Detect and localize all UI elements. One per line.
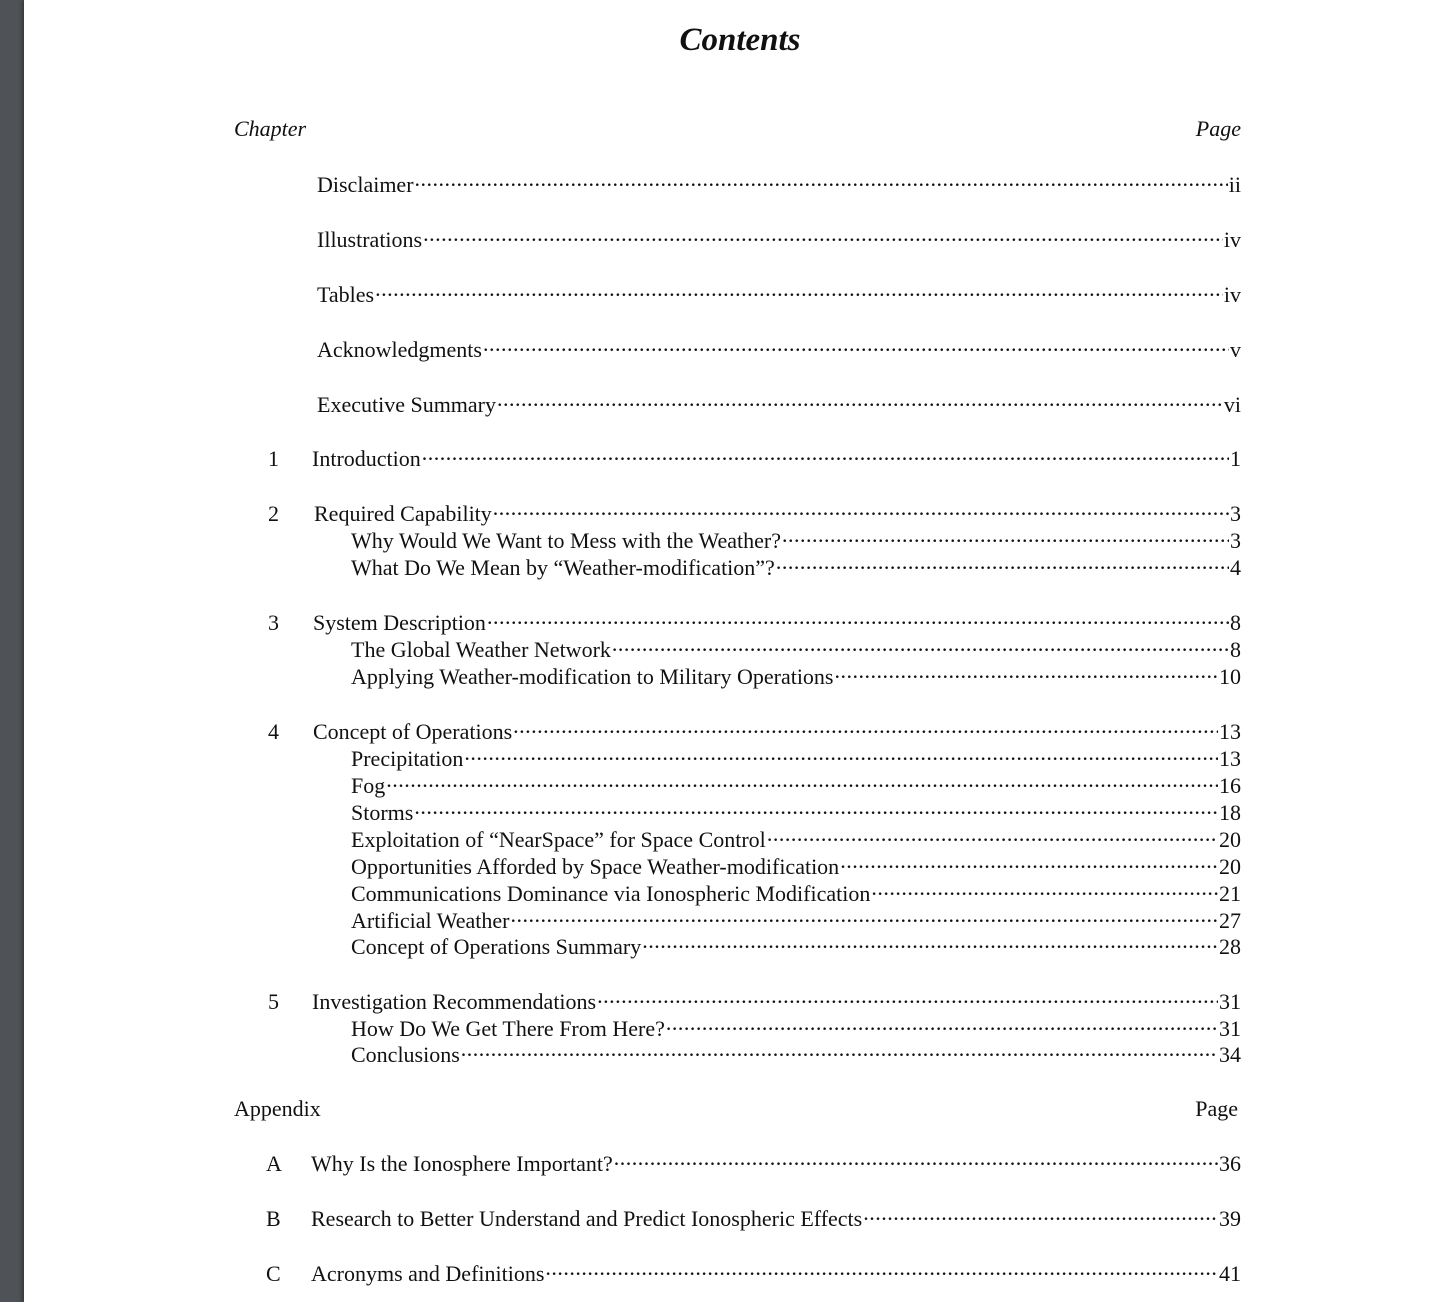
toc-entry-disclaimer[interactable] [317,171,1241,198]
chapter-number: 2 [268,501,279,526]
toc-entry-label: Fog [351,773,386,798]
toc-entry-page: 31 [1219,989,1241,1014]
toc-entry-page: iv [1223,227,1241,252]
dot-leader [386,773,1218,793]
toc-entry-label: Executive Summary [317,392,497,417]
dot-leader [483,337,1229,357]
toc-entry-page: 28 [1219,934,1241,959]
dot-leader [840,854,1218,874]
toc-entry-page: 8 [1230,610,1241,635]
toc-entry-page: 8 [1230,637,1241,662]
dot-leader [642,934,1218,954]
toc-entry-page: 21 [1219,881,1241,906]
toc-entry-label: Concept of Operations Summary [351,934,642,959]
appendix-letter: A [266,1151,282,1176]
toc-entry-page: 39 [1219,1206,1241,1231]
appendix-letter: B [266,1206,281,1231]
toc-section[interactable] [351,880,1241,907]
dot-leader [414,800,1218,820]
toc-section[interactable] [351,933,1241,960]
chapter-column-label: Chapter [234,116,307,141]
toc-entry-label: The Global Weather Network [351,637,611,662]
toc-entry-label: Concept of Operations [313,719,513,744]
dot-leader [497,392,1223,412]
appendix-letter: C [266,1261,281,1286]
toc-section[interactable] [351,527,1241,554]
toc-section[interactable] [351,1015,1241,1042]
toc-chapter-1[interactable] [268,445,1241,472]
toc-section[interactable] [351,772,1241,799]
toc-entry-page: v [1230,337,1241,362]
toc-entry-label: Acknowledgments [317,337,482,362]
toc-entry-page: 4 [1230,555,1241,580]
toc-entry-label: Required Capability [314,501,492,526]
toc-section[interactable] [351,1041,1241,1068]
toc-entry-page: 20 [1219,827,1241,852]
toc-entry-label: Artificial Weather [351,908,510,933]
dot-leader [487,610,1229,630]
toc-entry-label: What Do We Mean by “Weather-modification”? [351,555,775,580]
dot-leader [666,1016,1218,1036]
toc-entry-page: 34 [1219,1042,1241,1067]
toc-entry-page: 20 [1219,854,1241,879]
dot-leader [782,528,1229,548]
toc-entry-label: Conclusions [351,1042,460,1067]
toc-chapter-5[interactable] [268,988,1241,1015]
toc-entry-page: 27 [1219,908,1241,933]
toc-entry-page: 3 [1230,501,1241,526]
dot-leader [835,664,1219,684]
toc-entry-illustrations[interactable] [317,226,1241,253]
toc-section[interactable] [351,554,1241,581]
dot-leader [415,172,1228,192]
dot-leader [545,1261,1218,1281]
page-title: Contents [679,22,801,58]
toc-entry-label: Opportunities Afforded by Space Weather-modification [351,854,840,879]
dot-leader [612,637,1229,657]
toc-entry-label: Research to Better Understand and Predict Ionospheric Effects [311,1206,863,1231]
toc-entry-label: Why Would We Want to Mess with the Weather? [351,528,781,553]
toc-chapter-2[interactable] [268,500,1241,527]
dot-leader [776,555,1229,575]
dot-leader [513,719,1218,739]
toc-entry-page: 31 [1219,1016,1241,1041]
toc-entry-label: System Description [313,610,486,635]
toc-entry-page: iv [1223,282,1241,307]
chapter-number: 4 [268,719,279,744]
dot-leader [597,989,1218,1009]
toc-section[interactable] [351,826,1241,853]
dot-leader [510,908,1218,928]
dot-leader [423,227,1223,247]
toc-chapter-3[interactable] [268,609,1241,636]
toc-entry-executive-summary[interactable] [317,391,1241,418]
dot-leader [461,1042,1218,1062]
toc-entry-page: 3 [1230,528,1241,553]
toc-entry-acknowledgments[interactable] [317,336,1241,363]
toc-section[interactable] [351,745,1241,772]
toc-entry-page: 13 [1219,719,1241,744]
page-column-label: Page [1195,1096,1238,1121]
dot-leader [863,1206,1218,1226]
dot-leader [871,881,1218,901]
toc-entry-page: 41 [1219,1261,1241,1286]
document-page [24,0,1456,1302]
toc-entry-label: Exploitation of “NearSpace” for Space Control [351,827,766,852]
appendix-header [234,1096,1238,1122]
toc-entry-label: Introduction [312,446,421,471]
toc-appendix-a[interactable] [266,1150,1241,1177]
toc-appendix-c[interactable] [266,1260,1241,1287]
toc-entry-page: 18 [1219,800,1241,825]
toc-entry-label: Disclaimer [317,172,414,197]
dot-leader [614,1151,1218,1171]
toc-entry-page: 1 [1230,446,1241,471]
toc-section[interactable] [351,663,1241,690]
appendix-column-label: Appendix [234,1096,321,1121]
dot-leader [767,827,1218,847]
chapter-number: 5 [268,989,279,1014]
dot-leader [464,746,1218,766]
toc-entry-label: Applying Weather-modification to Military Operations [351,664,834,689]
toc-section[interactable] [351,907,1241,934]
dot-leader [493,501,1229,521]
page-column-label: Page [1195,116,1241,141]
toc-section[interactable] [351,636,1241,663]
toc-section[interactable] [351,853,1241,880]
toc-entry-label: Investigation Recommendations [312,989,597,1014]
toc-entry-page: 13 [1219,746,1241,771]
toc-appendix-b[interactable] [266,1205,1241,1232]
toc-entry-label: Communications Dominance via Ionospheric Modification [351,881,871,906]
chapter-number: 1 [268,446,279,471]
toc-entry-page: ii [1228,172,1241,197]
toc-entry-tables[interactable] [317,281,1241,308]
toc-entry-label: Precipitation [351,746,464,771]
toc-entry-label: How Do We Get There From Here? [351,1016,665,1041]
toc-section[interactable] [351,799,1241,826]
toc-entry-label: Acronyms and Definitions [311,1261,545,1286]
dot-leader [422,446,1229,466]
toc-entry-label: Why Is the Ionosphere Important? [311,1151,613,1176]
dot-leader [375,282,1223,302]
toc-entry-label: Illustrations [317,227,423,252]
toc-entry-page: 10 [1219,664,1241,689]
toc-entry-label: Tables [317,282,375,307]
chapter-header [234,116,1241,142]
toc-chapter-4[interactable] [268,718,1241,745]
toc-entry-page: vi [1223,392,1241,417]
toc-entry-page: 16 [1219,773,1241,798]
toc-entry-page: 36 [1219,1151,1241,1176]
toc-entry-label: Storms [351,800,414,825]
chapter-number: 3 [268,610,279,635]
